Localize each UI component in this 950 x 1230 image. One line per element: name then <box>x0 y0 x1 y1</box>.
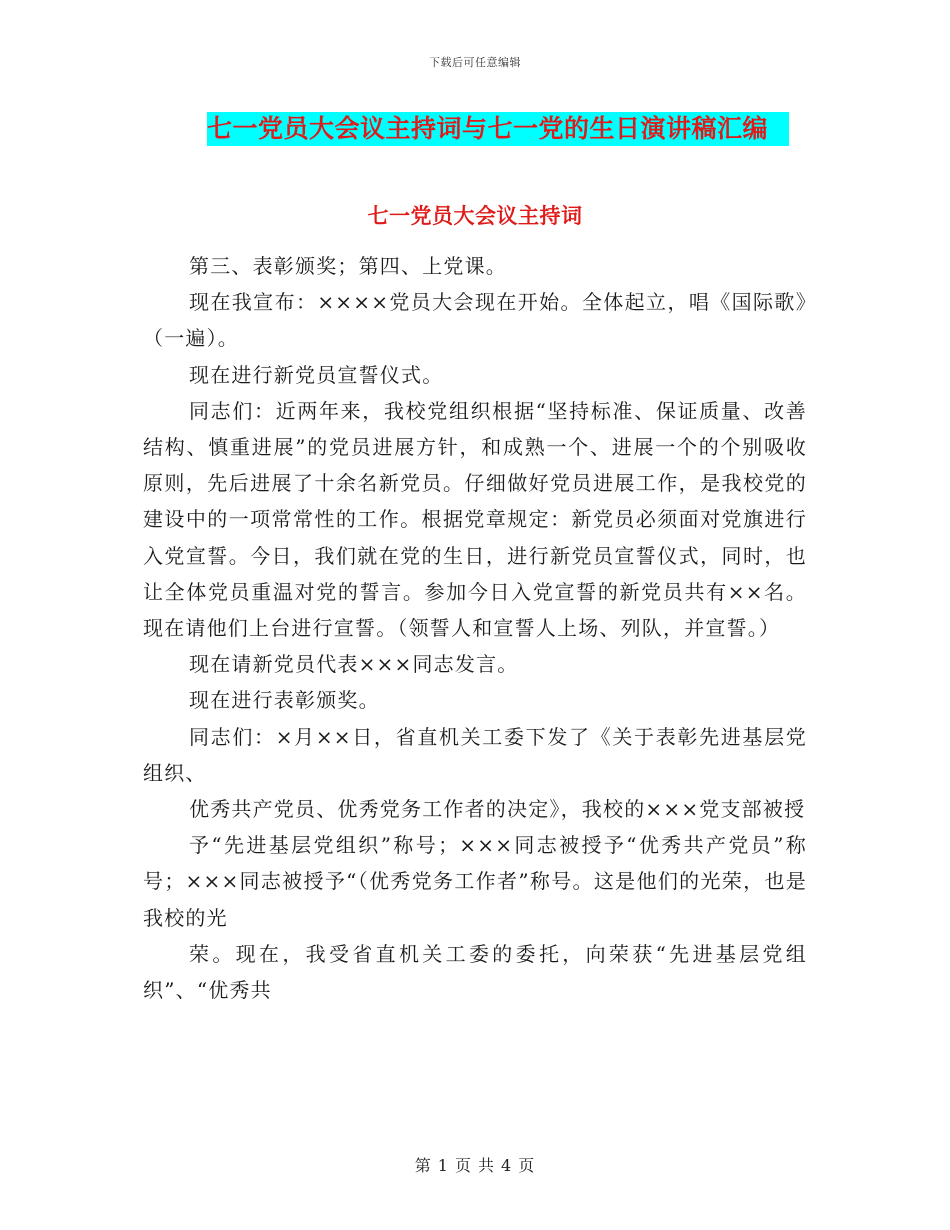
doc-title-highlight <box>207 112 789 146</box>
footer-total-pages: 4 <box>501 1156 513 1175</box>
paragraph: 荣。现在，我受省直机关工委的委托，向荣获“先进基层党组织”、“优秀共 <box>143 941 807 1003</box>
paragraph: 现在进行新党员宣誓仪式。 <box>189 362 444 387</box>
page-footer <box>0 1153 950 1176</box>
footer-suffix: 页 <box>518 1156 536 1175</box>
doc-title: 七一党员大会议主持词与七一党的生日演讲稿汇编 <box>207 114 769 143</box>
section-title: 七一党员大会议主持词 <box>367 204 583 228</box>
paragraph: 现在请新党员代表×××同志发言。 <box>189 652 519 677</box>
body-text <box>143 248 807 1008</box>
paragraph: 予“先进基层党组织”称号；×××同志被授予“优秀共产党员”称号；×××同志被授予“（优秀党务工作者”称号。这是他们的光荣，也是我校的光 <box>143 833 807 930</box>
paragraph: 现在我宣布：××××党员大会现在开始。全体起立，唱《国际歌》（一遍）。 <box>143 290 807 351</box>
paragraph: 现在进行表彰颁奖。 <box>189 688 380 713</box>
footer-middle: 页 共 <box>454 1156 496 1175</box>
paragraph: 第三、表彰颁奖；第四、上党课。 <box>189 254 507 278</box>
footer-prefix: 第 <box>414 1156 432 1175</box>
paragraph: 同志们：×月××日，省直机关工委下发了《关于表彰先进基层党组织、 <box>143 724 807 785</box>
header-note: 下载后可任意编辑 <box>429 56 521 69</box>
paragraph: 优秀共产党员、优秀党务工作者的决定》，我校的×××党支部被授 <box>189 797 806 822</box>
paragraph: 同志们：近两年来，我校党组织根据“坚持标准、保证质量、改善结构、慎重进展”的党员进展方针，和成熟一个、进展一个的个别吸收原则，先后进展了十余名新党员。仔细做好党员进展工作，是我校党的建设中的一项常常性的工作。根据党章规定：新党员必须面对党旗进行入党宣誓。今日，我们就在党的生日，进行新党员宣誓仪式，同时，也让全体党员重温对党的誓言。参加今日入党宣誓的新党员共有××名。现在请他们上台进行宣誓。（领誓人和宣誓人上场、列队，并宣誓。） <box>143 398 807 641</box>
footer-page-number: 1 <box>437 1156 449 1175</box>
